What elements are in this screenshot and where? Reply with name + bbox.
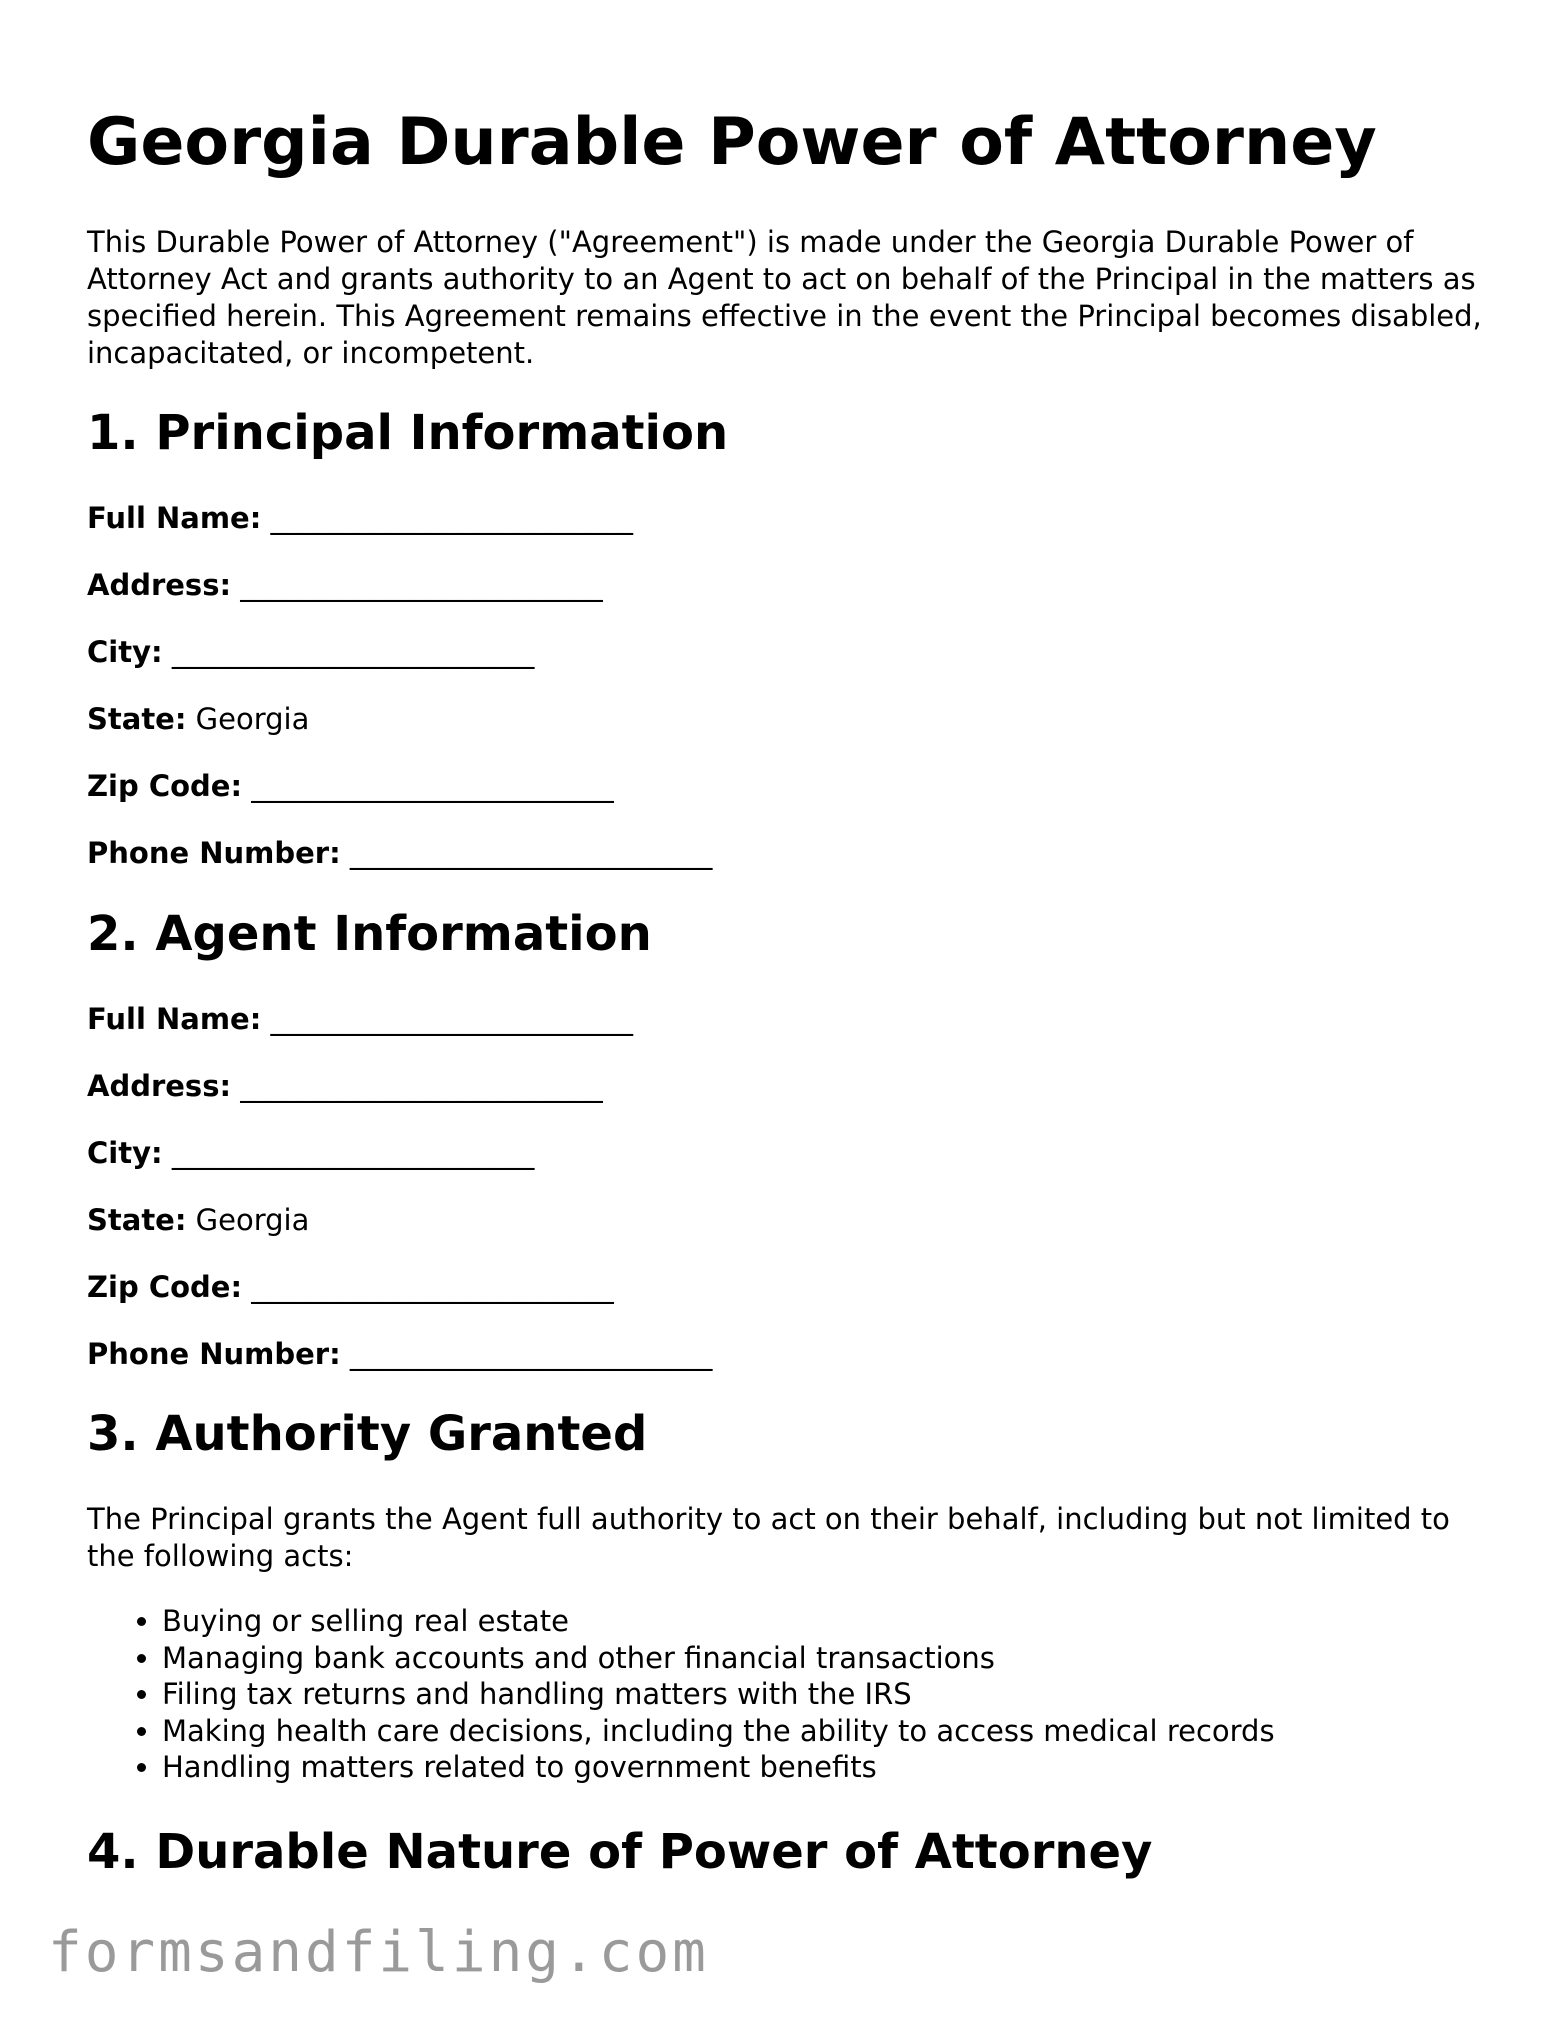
field-label: Phone Number: (87, 836, 341, 870)
agent-phone-number-field (87, 1336, 712, 1373)
agent-city-field (87, 1135, 534, 1172)
principal-address-field (87, 567, 603, 604)
field-value: _________________________ (270, 1002, 634, 1036)
field-value: _________________________ (240, 1069, 603, 1103)
intro-paragraph: This Durable Power of Attorney ("Agreement") is made under the Georgia Durable Power of Attorney Act and grants authority to an Agent to act on behalf of the Principal in the matters as specified herein. This Agreement remains effective in the event the Principal becomes disabled, incapacitated, or incompetent. (87, 225, 1482, 370)
list-item: • Making health care decisions, including the ability to access medical records (162, 1713, 1275, 1750)
field-label: Full Name: (87, 1002, 262, 1036)
field-label: City: (87, 635, 163, 669)
principal-section-heading: 1. Principal Information (87, 405, 729, 461)
principal-city-field (87, 634, 534, 671)
list-item: • Buying or selling real estate (162, 1603, 1275, 1640)
watermark: formsandfiling.com (48, 1920, 709, 1985)
field-label: Address: (87, 568, 232, 602)
field-value: Georgia (195, 1203, 310, 1237)
field-value: _________________________ (171, 635, 535, 669)
principal-state-field (87, 701, 309, 738)
principal-phone-number-field (87, 835, 712, 872)
agent-full-name-field (87, 1001, 633, 1038)
field-value: _________________________ (251, 769, 614, 803)
authority-acts-list (87, 1603, 1275, 1786)
principal-full-name-field (87, 500, 633, 537)
field-value: _________________________ (251, 1270, 614, 1304)
list-item: • Filing tax returns and handling matters with the IRS (162, 1676, 1275, 1713)
field-value: _________________________ (270, 501, 634, 535)
field-value: _________________________ (349, 1337, 713, 1371)
agent-section-heading: 2. Agent Information (87, 906, 652, 962)
field-label: Phone Number: (87, 1337, 341, 1371)
authority-paragraph: The Principal grants the Agent full authority to act on their behalf, including but not limited to the following acts: (87, 1502, 1450, 1573)
field-value: _________________________ (171, 1136, 535, 1170)
field-label: State: (87, 1203, 187, 1237)
field-label: Zip Code: (87, 1270, 243, 1304)
field-label: City: (87, 1136, 163, 1170)
field-label: Zip Code: (87, 769, 243, 803)
agent-state-field (87, 1202, 309, 1239)
field-value: Georgia (195, 702, 310, 736)
field-label: Address: (87, 1069, 232, 1103)
authority-section-heading: 3. Authority Granted (87, 1406, 648, 1462)
agent-address-field (87, 1068, 603, 1105)
principal-zip-code-field (87, 768, 614, 805)
field-value: _________________________ (240, 568, 603, 602)
field-value: _________________________ (349, 836, 713, 870)
list-item: • Managing bank accounts and other financial transactions (162, 1640, 1275, 1677)
field-label: State: (87, 702, 187, 736)
durable-section-heading: 4. Durable Nature of Power of Attorney (87, 1824, 1153, 1880)
field-label: Full Name: (87, 501, 262, 535)
list-item: • Handling matters related to government benefits (162, 1749, 1275, 1786)
document-title: Georgia Durable Power of Attorney (87, 105, 1377, 180)
agent-zip-code-field (87, 1269, 614, 1306)
